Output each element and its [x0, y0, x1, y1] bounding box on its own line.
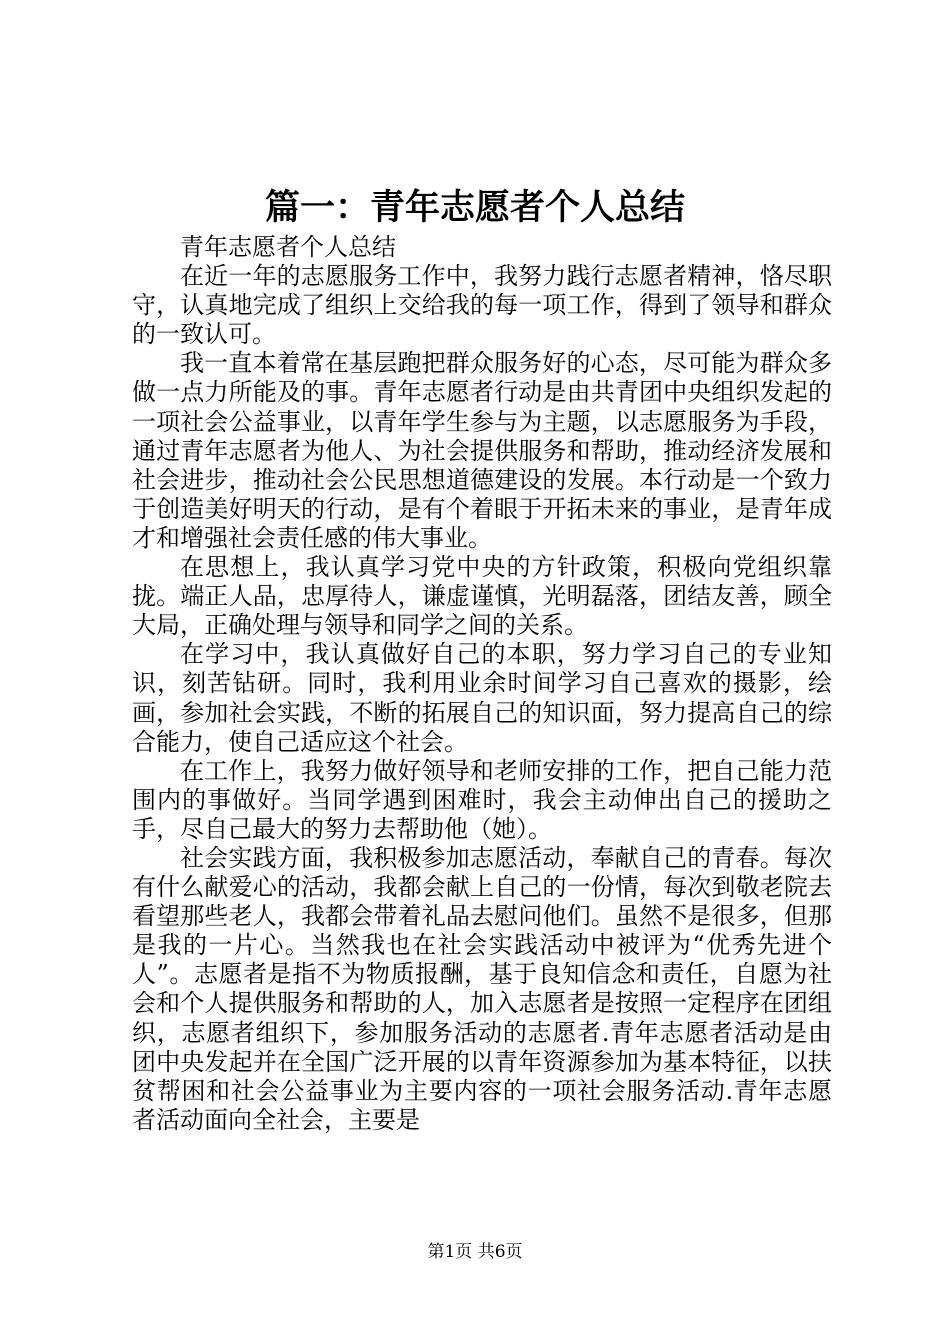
- paragraph-work: 在工作上，我努力做好领导和老师安排的工作，把自己能力范围内的事做好。当同学遇到困难时，我会主动伸出自己的援助之手，尽自己最大的努力去帮助他（她）。: [132, 756, 832, 843]
- paragraph-subtitle: 青年志愿者个人总结: [180, 233, 396, 261]
- document-title: 篇一：青年志愿者个人总结: [264, 187, 685, 228]
- page-footer: 第1页 共6页: [427, 1242, 523, 1262]
- document-body: [132, 233, 832, 1135]
- paragraph-thought: 在思想上，我认真学习党中央的方针政策，积极向党组织靠拢。端正人品，忠厚待人，谦虚谨慎，光明磊落，团结友善，顾全大局，正确处理与领导和同学之间的关系。: [132, 553, 832, 640]
- paragraph-attitude: 我一直本着常在基层跑把群众服务好的心态，尽可能为群众多做一点力所能及的事。青年志愿者行动是由共青团中央组织发起的一项社会公益事业，以青年学生参与为主题，以志愿服务为手段，通过青年志愿者为他人、为社会提供服务和帮助，推动经济发展和社会进步，推动社会公民思想道德建设的发展。本行动是一个致力于创造美好明天的行动，是有个着眼于开拓未来的事业，是青年成才和增强社会责任感的伟大事业。: [132, 349, 832, 552]
- paragraph-study: 在学习中，我认真做好自己的本职，努力学习自己的专业知识，刻苦钻研。同时，我利用业余时间学习自己喜欢的摄影，绘画，参加社会实践，不断的拓展自己的知识面，努力提高自己的综合能力，使自己适应这个社会。: [132, 640, 832, 756]
- paragraph-practice: 社会实践方面，我积极参加志愿活动，奉献自己的青春。每次有什么献爱心的活动，我都会献上自己的一份情，每次到敬老院去看望那些老人，我都会带着礼品去慰问他们。虽然不是很多，但那是我的一片心。当然我也在社会实践活动中被评为“优秀先进个人”。志愿者是指不为物质报酬，基于良知信念和责任，自愿为社会和个人提供服务和帮助的人，加入志愿者是按照一定程序在团组织，志愿者组织下，参加服务活动的志愿者.青年志愿者活动是由团中央发起并在全国广泛开展的以青年资源参加为基本特征，以扶贫帮困和社会公益事业为主要内容的一项社会服务活动.青年志愿者活动面向全社会，主要是: [132, 843, 832, 1134]
- paragraph-intro: 在近一年的志愿服务工作中，我努力践行志愿者精神，恪尽职守，认真地完成了组织上交给我的每一项工作，得到了领导和群众的一致认可。: [132, 262, 832, 349]
